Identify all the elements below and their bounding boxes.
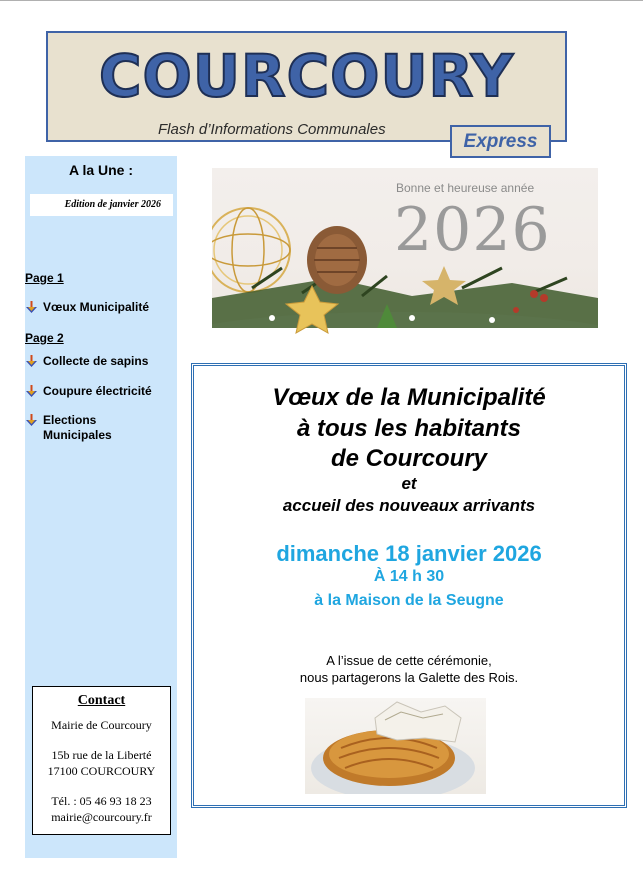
down-arrow-icon	[25, 413, 39, 427]
masthead-title: COURCOURY	[98, 42, 515, 110]
down-arrow-icon	[25, 354, 39, 368]
sidebar-item-label: Elections Municipales	[43, 413, 112, 442]
sidebar-heading: A la Une :	[68, 162, 134, 178]
event-title-line-4: et	[401, 474, 417, 493]
contact-name: Mairie de Courcoury	[51, 718, 152, 732]
event-place: à la Maison de la Seugne	[314, 592, 504, 609]
banner-year: 2026	[394, 195, 551, 265]
event-title-line-2: à tous les habitants	[296, 415, 522, 442]
sidebar-item-coupure[interactable]	[25, 384, 175, 399]
banner-greeting: Bonne et heureuse année	[396, 181, 535, 195]
contact-city: 17100 COURCOURY	[47, 764, 156, 778]
contact-email[interactable]: mairie@courcoury.fr	[51, 810, 152, 824]
galette-des-rois-image	[305, 698, 486, 794]
down-arrow-icon	[25, 384, 39, 398]
event-note-line-1: A l’issue de cette cérémonie,	[326, 653, 492, 668]
event-announcement	[191, 363, 627, 808]
down-arrow-icon	[25, 300, 39, 314]
contact-phone: Tél. : 05 46 93 18 23	[51, 794, 152, 808]
sidebar-item-collecte-sapins[interactable]	[25, 354, 175, 369]
express-badge: Express	[450, 125, 551, 158]
contact-street: 15b rue de la Liberté	[51, 748, 152, 762]
sidebar-item-elections[interactable]	[25, 413, 175, 443]
page-2-label[interactable]: Page 2	[25, 331, 64, 345]
page-1-label[interactable]: Page 1	[25, 271, 64, 285]
sidebar-item-label: Collecte de sapins	[43, 354, 149, 368]
galette-illustration	[305, 698, 486, 794]
event-title-line-1: Vœux de la Municipalité	[272, 384, 546, 411]
sidebar-item-voeux[interactable]	[25, 300, 175, 315]
sidebar	[25, 156, 177, 858]
event-note-line-2: nous partagerons la Galette des Rois.	[299, 670, 519, 685]
new-year-banner	[212, 168, 598, 342]
event-title-line-3: de Courcoury	[330, 445, 488, 472]
top-rule	[0, 0, 643, 1]
masthead-subtitle: Flash d’Informations Communales	[158, 121, 386, 138]
event-time: À 14 h 30	[373, 568, 445, 585]
event-title-line-5: accueil des nouveaux arrivants	[282, 496, 536, 515]
edition-label: Edition de janvier 2026	[30, 194, 173, 216]
contact-box	[32, 686, 171, 835]
contact-title: Contact	[77, 693, 126, 708]
sidebar-item-label: Coupure électricité	[43, 384, 152, 398]
event-date: dimanche 18 janvier 2026	[276, 541, 542, 566]
sidebar-item-label: Vœux Municipalité	[43, 300, 150, 314]
